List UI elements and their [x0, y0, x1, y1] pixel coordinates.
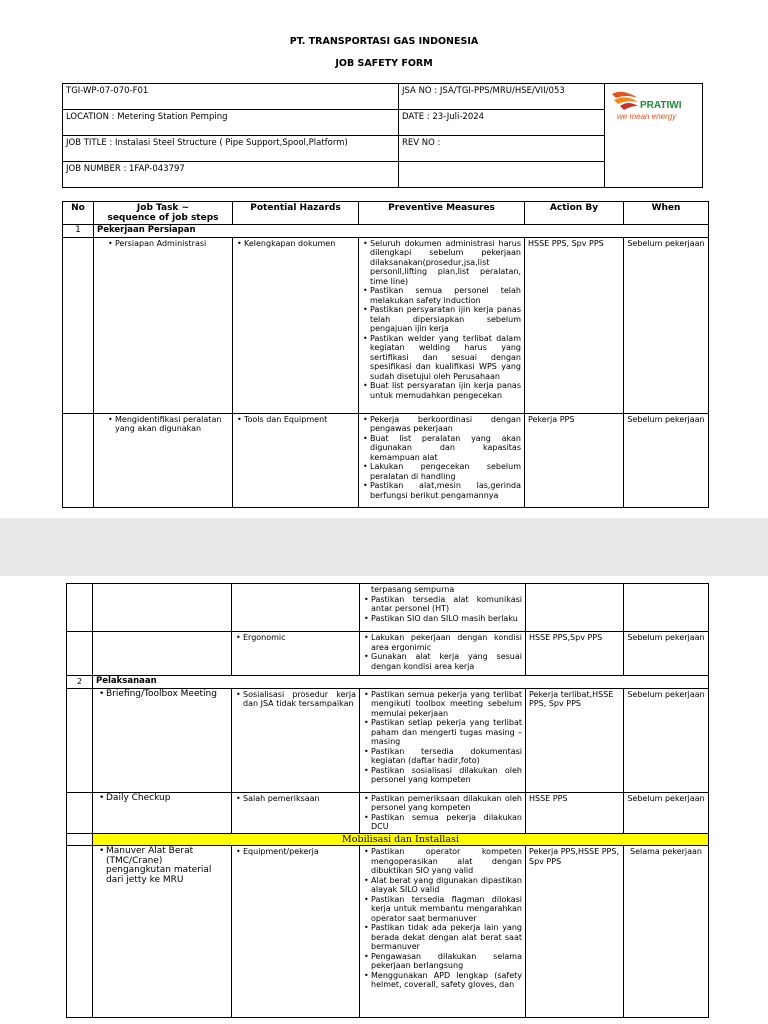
doc-code: TGI-WP-07-070-F01 [63, 84, 399, 110]
task-cell [93, 688, 232, 792]
hazard-item: • Kelengkapan dokumen [244, 239, 355, 249]
page-2 [0, 576, 768, 1024]
task-cell [94, 413, 233, 507]
task-item: • Mengidentifikasi peralatan yang akan digunakan [115, 415, 229, 434]
measure-item: • Gunakan alat kerja yang sesuai dengan kondisi area kerja [371, 652, 522, 671]
when-cell [624, 584, 709, 632]
action-cell: Pekerja PPS,HSSE PPS, Spv PPS [526, 846, 624, 1018]
hazard-item: • Ergonomic [243, 633, 356, 643]
jsa-table-page-2 [66, 583, 709, 1018]
logo-name: PRATIWI [640, 100, 682, 111]
measures-cell [360, 846, 526, 1018]
measure-item: • Pekerja berkoordinasi dengan pengawas pekerjaan [370, 415, 521, 434]
row-no-cell [67, 792, 93, 833]
col-hazards: Potential Hazards [233, 202, 359, 225]
measure-item: • Buat list persyaratan ijin kerja panas untuk memudahkan pengecekan [370, 381, 521, 400]
when-cell: Selama pekerjaan [624, 846, 709, 1018]
col-action: Action By [525, 202, 624, 225]
hazard-item: • Salah pemeriksaan [243, 794, 356, 804]
hazard-cell [232, 632, 360, 676]
hazard-item: • Equipment/pekerja [243, 847, 356, 857]
row-no-cell [67, 584, 93, 632]
task-cell [93, 846, 232, 1018]
measures-cell [359, 413, 525, 507]
job-title: JOB TITLE : Instalasi Steel Structure ( Pipe Support,Spool,Platform) [63, 136, 399, 162]
measure-item: • Lakukan pengecekan sebelum peralatan di handling [370, 462, 521, 481]
measure-item: • Pastikan semua pekerja yang terlibat mengikuti toolbox meeting sebelum memulai pekerjaan [371, 690, 522, 719]
empty-cell [399, 162, 605, 188]
task-item: • Daily Checkup [106, 794, 228, 804]
col-when: When [624, 202, 709, 225]
job-number: JOB NUMBER : 1FAP-043797 [63, 162, 399, 188]
section-number: 2 [67, 676, 93, 689]
measure-item: • Pastikan tersedia dokumentasi kegiatan (daftar hadir,foto) [371, 747, 522, 766]
measure-item: • Pastikan setiap pekerja yang terlibat paham dan mengerti tugas masing – masing [371, 718, 522, 747]
action-cell: HSSE PPS [526, 792, 624, 833]
location: LOCATION : Metering Station Pemping [63, 110, 399, 136]
task-cell [93, 584, 232, 632]
row-no-cell [63, 413, 94, 507]
section-title: Pekerjaan Persiapan [94, 225, 709, 238]
measures-cell [360, 584, 526, 632]
measure-item: • Pastikan tersedia flagman dilokasi kerja untuk membantu mengarahkan operator saat bermanuver [371, 895, 522, 924]
measure-item: • Pastikan welder yang terlibat dalam kegiatan welding harus yang sertifikasi dan sesuai dengan spesifikasi dan kualifikasi WPS yang sudah disetujui oleh Perusahaan [370, 334, 521, 382]
task-cell [93, 632, 232, 676]
jsa-table-page-1 [62, 201, 709, 508]
when-cell: Sebelum pekerjaan [624, 792, 709, 833]
when-cell: Sebelum pekerjaan [624, 632, 709, 676]
task-cell [94, 237, 233, 413]
hazard-cell [232, 688, 360, 792]
row-no-cell [63, 237, 94, 413]
section-title: Pelaksanaan [93, 676, 709, 689]
row-no-cell [67, 632, 93, 676]
action-cell: Pekerja PPS [525, 413, 624, 507]
measure-item: • Pastikan sosialisasi dilakukan oleh personel yang kompeten [371, 766, 522, 785]
measure-item: • Buat list peralatan yang akan digunakan dan kapasitas kemampuan alat [370, 434, 521, 463]
row-no-cell [67, 846, 93, 1018]
measure-item: • Pastikan persyaratan ijin kerja panas telah dipersiapkan sebelum pengajuan ijin kerja [370, 305, 521, 334]
action-cell: HSSE PPS, Spv PPS [525, 237, 624, 413]
action-cell [526, 584, 624, 632]
section-number: 1 [63, 225, 94, 238]
measure-item: • Pengawasan dilakukan selama pekerjaan berlangsung [371, 952, 522, 971]
task-item: • Briefing/Toolbox Meeting [106, 690, 228, 700]
measure-item: • Menggunakan APD lengkap (safety helmet, coverall, safety gloves, dan [371, 971, 522, 990]
rev-no: REV NO : [399, 136, 605, 162]
measure-item: • Pastikan semua personel telah melakukan safety induction [370, 286, 521, 305]
hazard-cell [233, 237, 359, 413]
measure-item: • Alat berat yang digunakan dipastikan alayak SILO valid [371, 876, 522, 895]
hazard-cell [232, 792, 360, 833]
measure-continued: terpasang sempurna [371, 585, 455, 594]
header-table [62, 83, 703, 188]
measure-item: • Pastikan pemeriksaan dilakukan oleh personel yang kompeten [371, 794, 522, 813]
action-cell: Pekerja terlibat,HSSE PPS, Spv PPS [526, 688, 624, 792]
when-cell: Sebelum pekerjaan [624, 688, 709, 792]
section-banner: Mobilisasi dan Installasi [93, 833, 709, 846]
measures-cell [360, 792, 526, 833]
form-title: JOB SAFETY FORM [335, 58, 433, 69]
col-measures: Preventive Measures [359, 202, 525, 225]
measure-item: • Pastikan semua pekerja dilakukan DCU [371, 813, 522, 832]
when-cell: Sebelum pekerjaan [624, 413, 709, 507]
task-item: • Persiapan Administrasi [115, 239, 229, 249]
hazard-cell [232, 584, 360, 632]
task-item: • Manuver Alat Berat (TMC/Crane) pengangkutan material dari jetty ke MRU [106, 847, 228, 885]
logo-tagline: we mean energy [617, 112, 677, 121]
measure-item: • Pastikan SIO dan SILO masih berlaku [371, 614, 522, 624]
measures-cell [360, 688, 526, 792]
measure-item: • Pastikan tersedia alat komunikasi antar personel (HT) [371, 595, 522, 614]
measure-item: • Pastikan alat,mesin las,gerinda berfungsi berikut pengamannya [370, 481, 521, 500]
jsa-no: JSA NO : JSA/TGI-PPS/MRU/HSE/VII/053 [399, 84, 605, 110]
task-cell [93, 792, 232, 833]
measure-item: • Seluruh dokumen administrasi harus dilengkapi sebelum pekerjaan dilaksanakan(prosedur,jsa,list personil,lifting plan,list peralatan, time line) [370, 239, 521, 287]
measures-cell [359, 237, 525, 413]
company-name: PT. TRANSPORTASI GAS INDONESIA [289, 36, 479, 47]
measures-cell [360, 632, 526, 676]
measure-item: • Lakukan pekerjaan dengan kondisi area ergonimic [371, 633, 522, 652]
hazard-cell [233, 413, 359, 507]
date: DATE : 23-Juli-2024 [399, 110, 605, 136]
row-no-cell [67, 688, 93, 792]
measure-item: • Pastikan tidak ada pekerja lain yang berada dekat dengan alat berat saat bermanuver [371, 923, 522, 952]
when-cell: Sebelum pekerjaan [624, 237, 709, 413]
measure-item: • Pastikan operator kompeten mengoperasikan alat dengan dibuktikan SIO yang valid [371, 847, 522, 876]
hazard-item: • Sosialisasi prosedur kerja dan JSA tidak tersampaikan [243, 690, 356, 709]
col-task: Job Task ~ sequence of job steps [94, 202, 233, 225]
row-no-cell [67, 833, 93, 846]
hazard-item: • Tools dan Equipment [244, 415, 355, 425]
action-cell: HSSE PPS,Spv PPS [526, 632, 624, 676]
hazard-cell [232, 846, 360, 1018]
col-no: No [63, 202, 94, 225]
